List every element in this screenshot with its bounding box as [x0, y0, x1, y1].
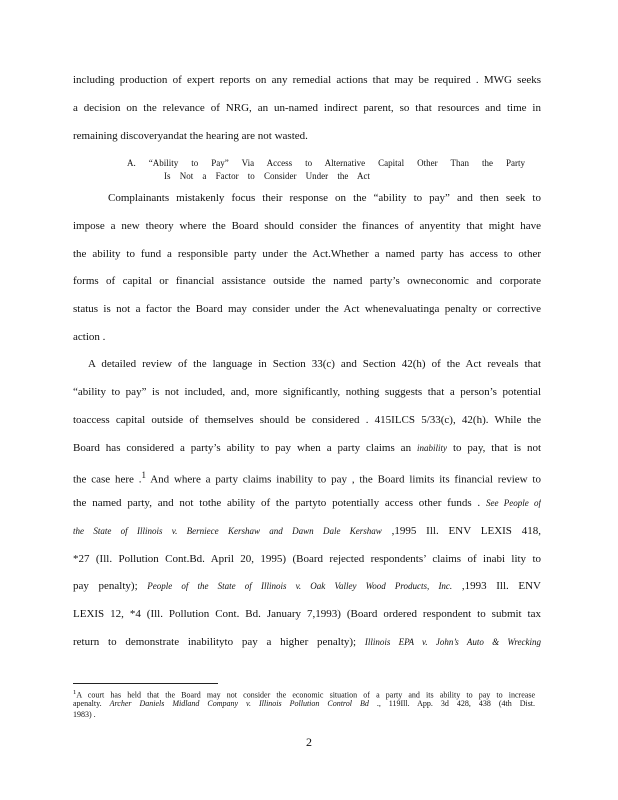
- body-text-line: [73, 441, 541, 455]
- body-text-line: a decision on the relevance of NRG, an un-named indirect parent, so that resources and time in: [73, 102, 541, 114]
- section-heading: A. “Ability to Pay” Via Access to Alternative Capital Other Than the Party: [127, 158, 525, 168]
- case-citation: See People of: [485, 498, 541, 508]
- body-text-line: “ability to pay” is not included, and, more significantly, nothing suggests that a person’s potential: [73, 386, 541, 398]
- footnote-separator: [73, 683, 218, 684]
- case-citation: People of the State of Illinois v. Oak Valley Wood Products, Inc.: [147, 581, 453, 591]
- footnote-text: apenalty.: [73, 699, 102, 708]
- text-segment: ,1993 Ill. ENV: [461, 580, 541, 592]
- case-citation: Illinois EPA v. John’s Auto & Wrecking: [364, 637, 541, 647]
- footnote-reference: 1: [141, 470, 146, 480]
- italic-term: inability: [417, 443, 448, 453]
- footnote-marker: 1: [73, 689, 77, 696]
- body-text-line: including production of expert reports on any remedial actions that may be required . MWG seeks: [73, 74, 541, 86]
- body-text-line: action .: [73, 331, 106, 343]
- text-segment: pay penalty);: [73, 580, 138, 592]
- body-text-line: *27 (Ill. Pollution Cont.Bd. April 20, 1995) (Board rejected respondents’ claims of inabi lity to: [73, 553, 541, 565]
- text-segment: And where a party claims inability to pay , the Board limits its financial review to: [150, 473, 541, 486]
- section-heading-continued: Is Not a Factor to Consider Under the Act: [164, 171, 370, 181]
- footnote-line: 1983) .: [73, 710, 96, 719]
- body-text-line: toaccess capital outside of themselves should be considered . 415ILCS 5/33(c), 42(h). While the: [73, 414, 541, 426]
- body-text-line: [73, 496, 541, 510]
- footnote-text: ., 119Ill. App. 3d 428, 438 (4th Dist.: [376, 699, 535, 708]
- body-text-line: forms of capital or financial assistance outside the named party’s owneconomic and corporate: [73, 275, 541, 287]
- body-text-line: [73, 635, 541, 649]
- body-text-line: status is not a factor the Board may consider under the Act whenevaluatinga penalty or corrective: [73, 303, 541, 315]
- text-segment: ,1995 Ill. ENV LEXIS 418,: [391, 525, 541, 537]
- case-citation: the State of Illinois v. Berniece Kershaw and Dawn Dale Kershaw: [73, 526, 382, 536]
- text-segment: return to demonstrate inabilityto pay a higher penalty);: [73, 636, 357, 648]
- body-text-line: Complainants mistakenly focus their response on the “ability to pay” and then seek to: [108, 192, 541, 204]
- text-segment: the case here .: [73, 473, 142, 486]
- page-number: 2: [306, 735, 312, 749]
- footnote-line: [73, 699, 535, 709]
- body-text-line: [73, 468, 541, 487]
- body-text-line: [73, 524, 541, 538]
- body-text-line: A detailed review of the language in Section 33(c) and Section 42(h) of the Act reveals that: [88, 358, 541, 370]
- footnote-case-citation: Archer Daniels Midland Company v. Illinois Pollution Control Bd: [109, 699, 369, 708]
- text-segment: Board has considered a party’s ability to pay when a party claims an: [73, 442, 412, 454]
- body-text-line: the ability to fund a responsible party under the Act.Whether a named party has access to other: [73, 248, 541, 260]
- body-text-line: [73, 579, 541, 593]
- body-text-line: remaining discoveryandat the hearing are not wasted.: [73, 130, 308, 142]
- footnote-text: A court has held that the Board may not consider the economic situation of a party and its ability to pay to increase: [76, 690, 535, 700]
- text-segment: the named party, and not tothe ability of the partyto potentially access other funds .: [73, 497, 481, 509]
- text-segment: to pay, that is not: [452, 442, 541, 454]
- body-text-line: LEXIS 12, *4 (Ill. Pollution Cont. Bd. January 7,1993) (Board ordered respondent to submit tax: [73, 608, 541, 620]
- body-text-line: impose a new theory where the Board should consider the finances of anyentity that might have: [73, 220, 541, 232]
